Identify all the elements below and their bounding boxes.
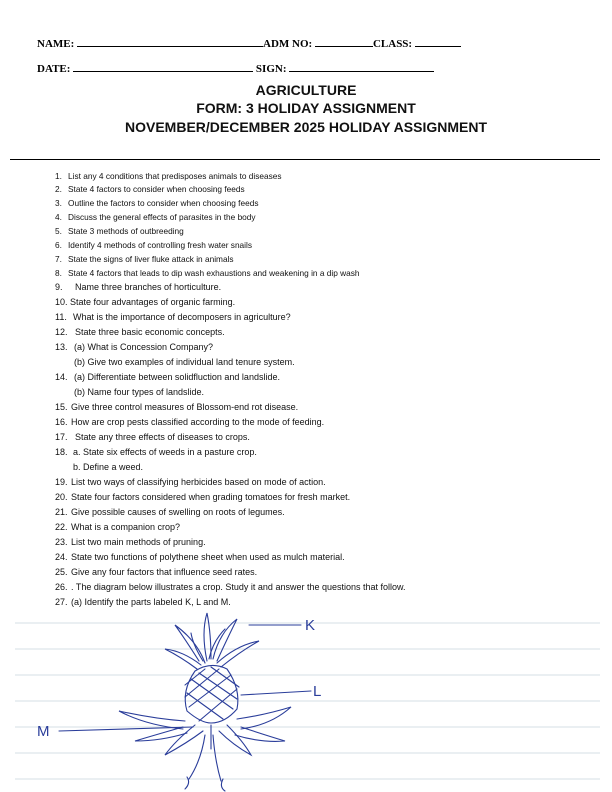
question-item: 25. Give any four factors that influence seed rates.: [55, 567, 258, 577]
name-label: NAME:: [37, 38, 75, 50]
question-item: 21. Give possible causes of swelling on roots of legumes.: [55, 507, 285, 517]
question-item: 1. List any 4 conditions that predisposes animals to diseases: [55, 171, 282, 181]
question-item: 17. State any three effects of diseases to crops.: [55, 432, 250, 442]
question-item: (b) Name four types of landslide.: [74, 387, 205, 397]
date-label: DATE:: [37, 63, 71, 75]
ruled-lines: [15, 623, 600, 779]
question-item: 22. What is a companion crop?: [55, 522, 181, 532]
term-title: NOVEMBER/DECEMBER 2025 HOLIDAY ASSIGNMENT: [125, 119, 487, 135]
adm-label: ADM NO:: [263, 38, 313, 50]
form-title: FORM: 3 HOLIDAY ASSIGNMENT: [196, 100, 416, 116]
header-divider: [10, 159, 600, 160]
question-item: 4. Discuss the general effects of parasites in the body: [55, 212, 256, 222]
question-item: 16. How are crop pests classified according to the mode of feeding.: [55, 417, 325, 427]
question-item: (b) Give two examples of individual land tenure system.: [74, 357, 295, 367]
question-item: 20. State four factors considered when grading tomatoes for fresh market.: [55, 492, 351, 502]
crown-leaves: [165, 613, 259, 669]
question-item: 2. State 4 factors to consider when choosing feeds: [55, 184, 245, 194]
stem: [185, 735, 225, 791]
question-item: 12. State three basic economic concepts.: [55, 327, 225, 337]
question-item: 6. Identify 4 methods of controlling fresh water snails: [55, 240, 253, 250]
sign-label: SIGN:: [255, 63, 287, 75]
pineapple-diagram: [15, 611, 600, 792]
question-item: 3. Outline the factors to consider when choosing feeds: [55, 198, 259, 208]
question-item: 26. . The diagram below illustrates a crop. Study it and answer the questions that follow.: [55, 582, 406, 592]
question-item: 5. State 3 methods of outbreeding: [55, 226, 184, 236]
question-item: 18. a. State six effects of weeds in a pasture crop.: [55, 447, 257, 457]
sign-field[interactable]: [289, 62, 434, 72]
question-item: 23. List two main methods of pruning.: [55, 537, 206, 547]
name-adm-class-row: [37, 37, 461, 50]
question-item: 10. State four advantages of organic farming.: [55, 297, 236, 307]
name-field[interactable]: [77, 37, 263, 47]
adm-field[interactable]: [315, 37, 373, 47]
subject-title: AGRICULTURE: [255, 82, 357, 98]
question-item: 24. State two functions of polythene sheet when used as mulch material.: [55, 552, 345, 562]
question-item: 27. (a) Identify the parts labeled K, L and M.: [55, 597, 231, 607]
pointer-l: [241, 691, 311, 695]
class-label: CLASS:: [372, 38, 413, 50]
question-item: 15. Give three control measures of Blossom-end rot disease.: [55, 402, 299, 412]
question-item: 19. List two ways of classifying herbicides based on mode of action.: [55, 477, 326, 487]
label-l: L: [313, 683, 322, 700]
question-item: 7. State the signs of liver fluke attack in animals: [55, 254, 234, 264]
label-k: K: [305, 617, 316, 634]
question-item: 13. (a) What is Concession Company?: [55, 342, 214, 352]
fruit: [185, 665, 239, 723]
question-item: 14. (a) Differentiate between solidfluction and landslide.: [55, 372, 280, 382]
question-item: 9. Name three branches of horticulture.: [55, 282, 222, 292]
plant-leaves: [119, 707, 291, 755]
question-item: 8. State 4 factors that leads to dip wash exhaustions and weakening in a dip wash: [55, 268, 360, 278]
date-sign-row: [37, 62, 434, 75]
label-m: M: [37, 723, 50, 740]
date-field[interactable]: [73, 62, 253, 72]
question-item: b. Define a weed.: [73, 462, 144, 472]
class-field[interactable]: [415, 37, 461, 47]
question-item: 11. What is the importance of decomposers in agriculture?: [55, 312, 291, 322]
